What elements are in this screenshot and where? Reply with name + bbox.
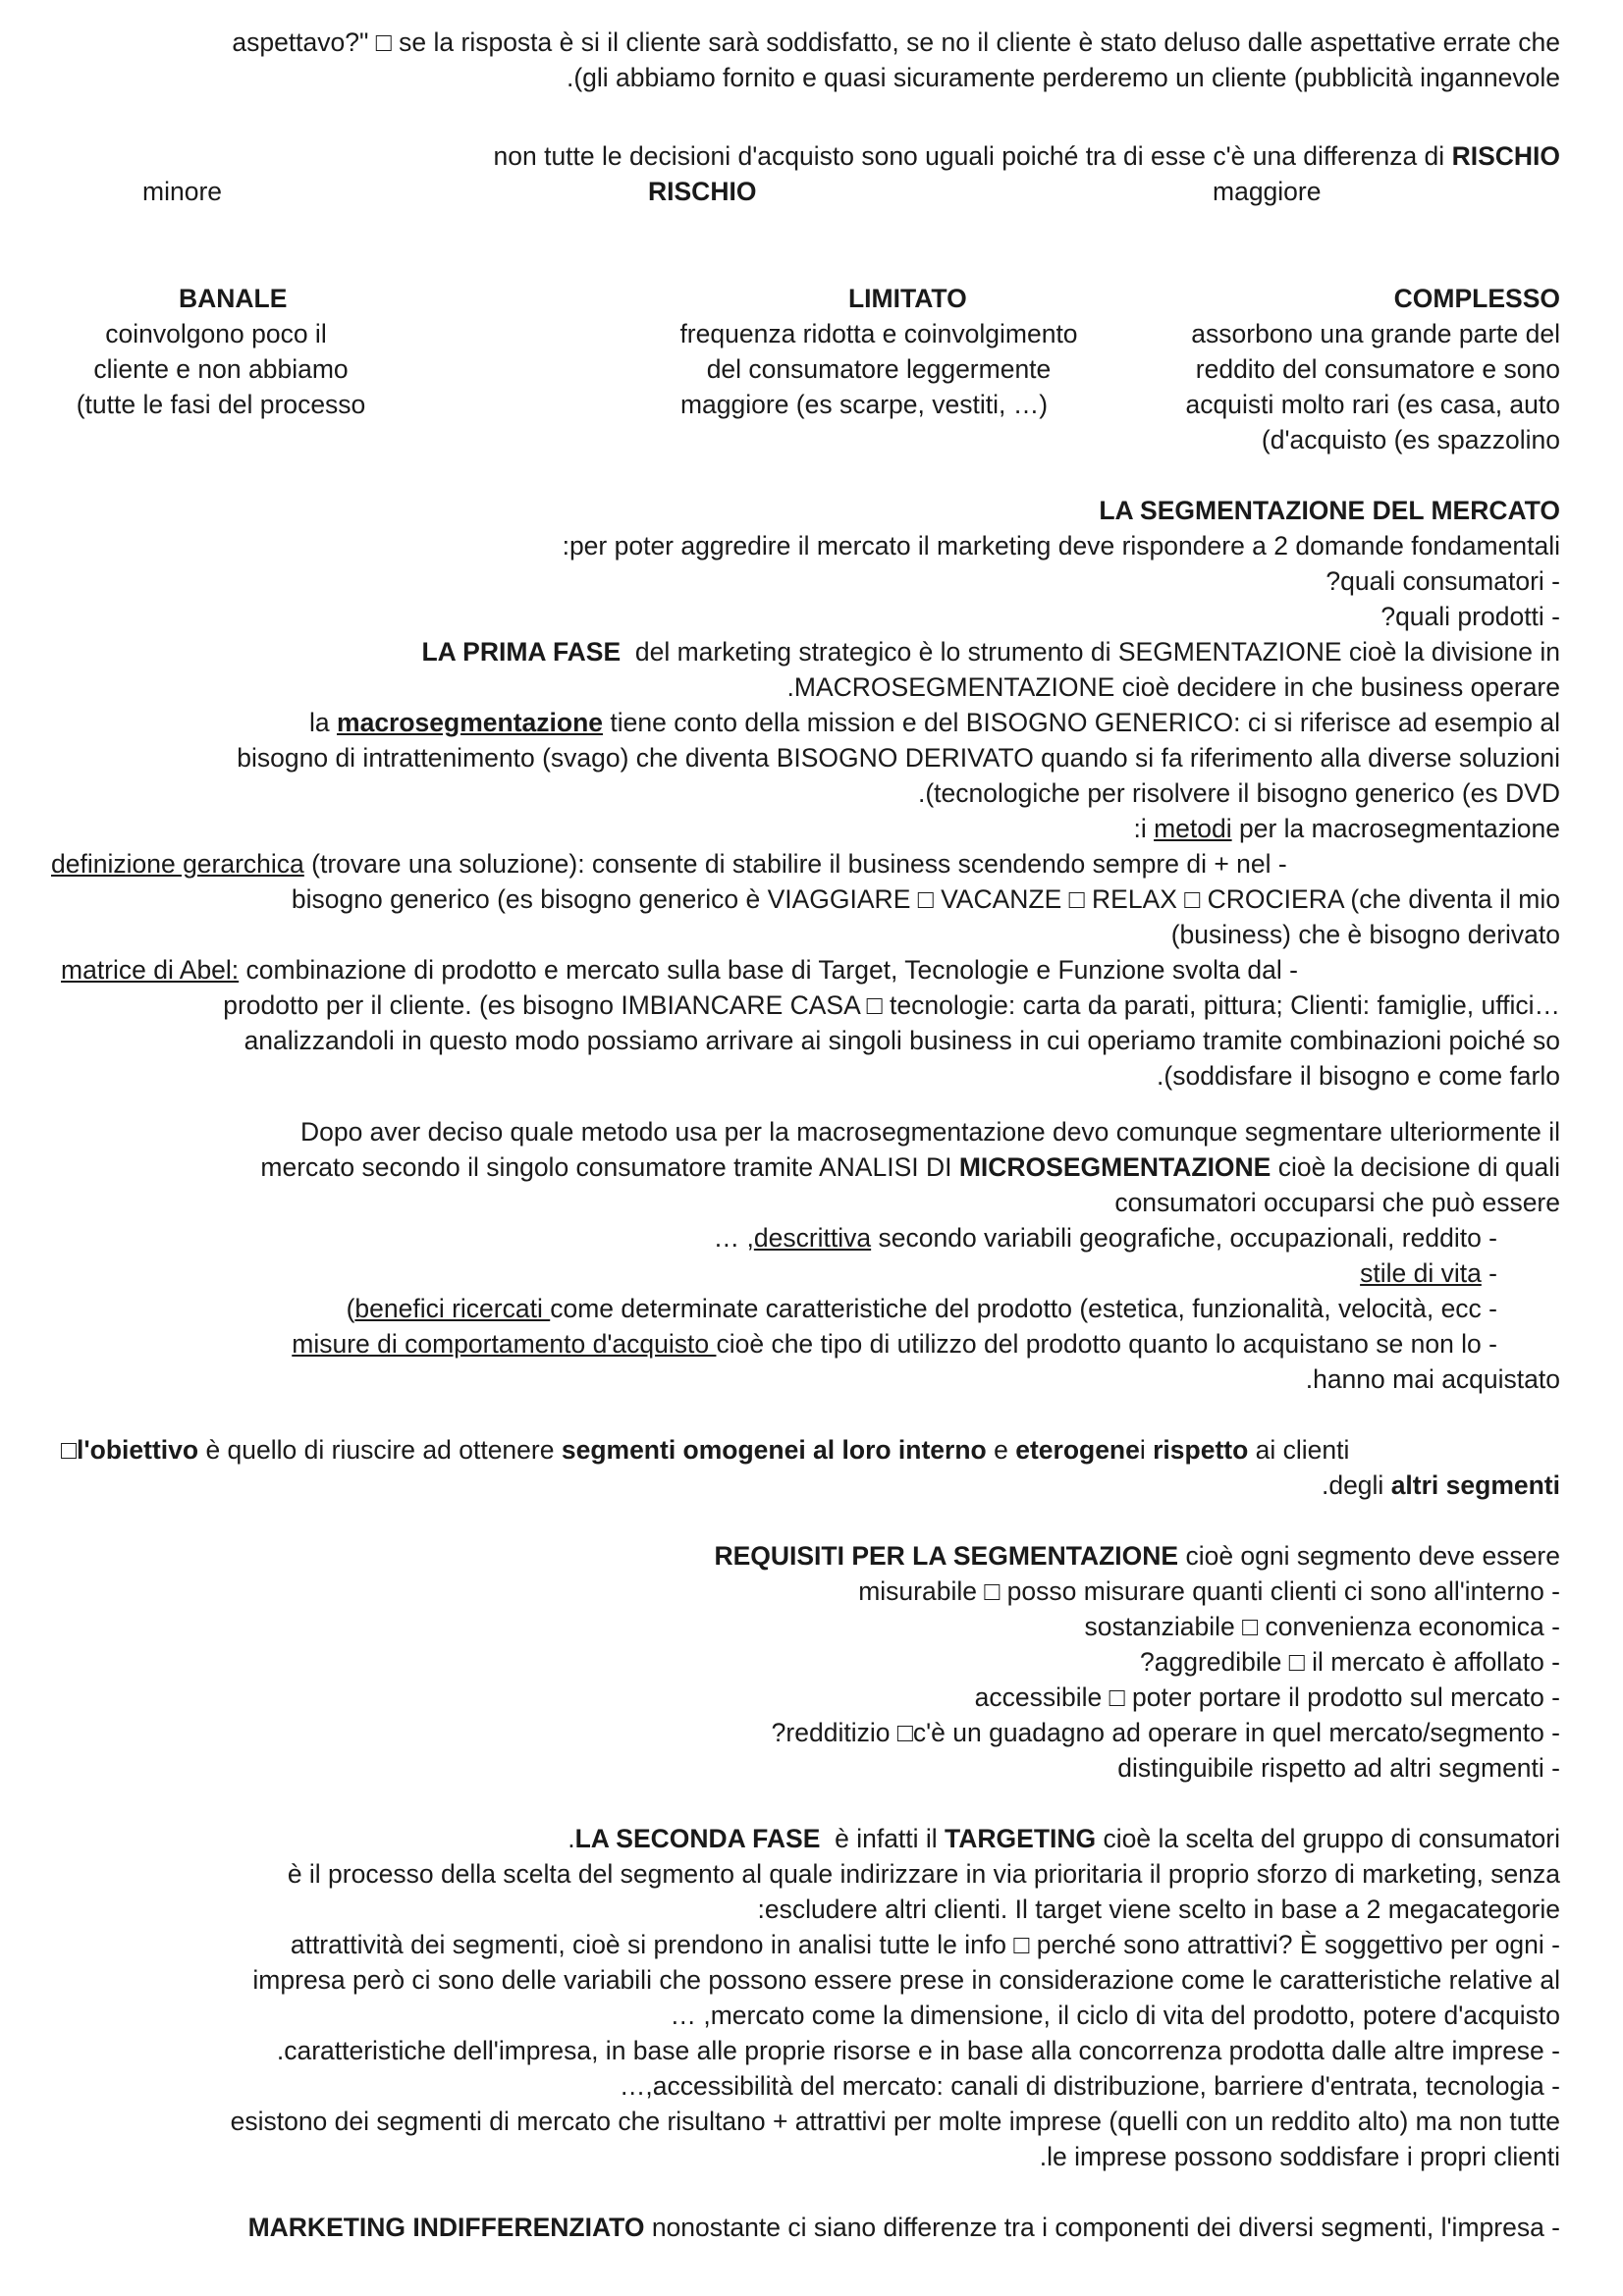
objective-line: .degli altri segmenti bbox=[1321, 1470, 1560, 1500]
segmentation-heading: LA SEGMENTAZIONE DEL MERCATO bbox=[1099, 496, 1560, 525]
requirement-item: accessibile □ poter portare il prodotto sul mercato - bbox=[974, 1682, 1560, 1712]
segmentation-line: .MACROSEGMENTAZIONE cioè decidere in che business operare bbox=[786, 672, 1560, 702]
segmentation-line: bisogno di intrattenimento (svago) che diventa BISOGNO DERIVATO quando si fa riferimento alla diverse soluzioni bbox=[237, 743, 1560, 773]
risk-intro: non tutte le decisioni d'acquisto sono uguali poiché tra di esse c'è una differenza di RISCHIO bbox=[493, 141, 1560, 171]
targeting-line: attrattività dei segmenti, cioè si prendono in analisi tutte le info □ perché sono attrattivi? È soggettivo per ogni - bbox=[290, 1930, 1560, 1959]
risk-col-line: cliente e non abbiamo bbox=[93, 354, 349, 384]
targeting-line: … ,mercato come la dimensione, il ciclo di vita del prodotto, potere d'acquisto bbox=[670, 2001, 1560, 2030]
segmentation-line: (business) che è bisogno derivato bbox=[1170, 920, 1560, 949]
segmentation-line: LA PRIMA FASE del marketing strategico è lo strumento di SEGMENTAZIONE cioè la divisione in bbox=[421, 637, 1560, 667]
targeting-line: impresa però ci sono delle variabili che possono essere prese in considerazione come le caratteristiche relative al bbox=[252, 1965, 1560, 1995]
marketing-indifferenziato-line: MARKETING INDIFFERENZIATO nonostante ci siano differenze tra i componenti dei diversi segmenti, l'impresa - bbox=[247, 2213, 1560, 2242]
risk-col-title-limitato: LIMITATO bbox=[848, 284, 967, 313]
micro-line: mercato secondo il singolo consumatore tramite ANALISI DI MICROSEGMENTAZIONE cioè la decisione di quali bbox=[260, 1152, 1560, 1182]
risk-col-line: (d'acquisto (es spazzolino bbox=[1261, 425, 1560, 454]
targeting-line: esistono dei segmenti di mercato che risultano + attrattivi per molte imprese (quelli con un reddito alto) ma non tutte bbox=[230, 2107, 1560, 2136]
targeting-line: .LA SECONDA FASE è infatti il TARGETING cioè la scelta del gruppo di consumatori bbox=[568, 1824, 1560, 1853]
risk-col-title-banale: BANALE bbox=[179, 284, 288, 313]
micro-line: consumatori occuparsi che può essere bbox=[1114, 1188, 1560, 1217]
risk-col-line: coinvolgono poco il bbox=[105, 319, 327, 348]
requirement-item: ?aggredibile □ il mercato è affollato - bbox=[1140, 1647, 1560, 1677]
risk-col-line: (tutte le fasi del processo bbox=[76, 390, 366, 419]
segmentation-line: bisogno generico (es bisogno generico è VIAGGIARE □ VACANZE □ RELAX □ CROCIERA (che diventa il mio bbox=[291, 884, 1560, 914]
requirements-heading: REQUISITI PER LA SEGMENTAZIONE cioè ogni segmento deve essere bbox=[714, 1541, 1560, 1571]
requirement-item: distinguibile rispetto ad altri segmenti - bbox=[1117, 1753, 1560, 1783]
requirement-item: sostanziabile □ convenienza economica - bbox=[1084, 1612, 1560, 1641]
intro-line-1: aspettavo?" □ se la risposta è si il cliente sarà soddisfatto, se no il cliente è stato deluso dalle aspettative errate che bbox=[232, 27, 1560, 57]
segmentation-line: :per poter aggredire il mercato il marketing deve rispondere a 2 domande fondamentali bbox=[562, 531, 1560, 561]
risk-col-line: assorbono una grande parte del bbox=[1191, 319, 1560, 348]
segmentation-line: .(tecnologiche per risolvere il bisogno generico (es DVD bbox=[918, 778, 1560, 808]
risk-col-line: del consumatore leggermente bbox=[706, 354, 1052, 384]
micro-line: .hanno mai acquistato bbox=[1305, 1364, 1560, 1394]
risk-scale-max: maggiore bbox=[1213, 177, 1322, 206]
segmentation-line: :i metodi per la macrosegmentazione bbox=[1133, 814, 1560, 843]
requirement-item: misurabile □ posso misurare quanti clienti ci sono all'interno - bbox=[858, 1576, 1560, 1606]
risk-col-line: acquisti molto rari (es casa, auto bbox=[1185, 390, 1560, 419]
segmentation-line: analizzandoli in questo modo possiamo arrivare ai singoli business in cui operiamo tramite combinazioni poiché so bbox=[243, 1026, 1560, 1055]
targeting-line: :escludere altri clienti. Il target viene scelto in base a 2 megacategorie bbox=[757, 1895, 1560, 1924]
risk-scale-mid: RISCHIO bbox=[648, 177, 757, 206]
targeting-line: .caratteristiche dell'impresa, in base alle proprie risorse e in base alla concorrenza prodotta dalle altre imprese - bbox=[276, 2036, 1560, 2065]
requirement-item: ?redditizio □c'è un guadagno ad operare in quel mercato/segmento - bbox=[771, 1718, 1560, 1747]
risk-col-line: reddito del consumatore e sono bbox=[1195, 354, 1560, 384]
risk-col-title-complesso: COMPLESSO bbox=[1393, 284, 1560, 313]
risk-scale-min: minore bbox=[142, 177, 223, 206]
segmentation-line: la macrosegmentazione tiene conto della mission e del BISOGNO GENERICO: ci si riferisce ad esempio al bbox=[309, 708, 1560, 737]
targeting-line: è il processo della scelta del segmento al quale indirizzare in via prioritaria il proprio sforzo di marketing, senza bbox=[287, 1859, 1560, 1889]
segmentation-line: ?quali consumatori - bbox=[1325, 566, 1560, 596]
micro-line: Dopo aver deciso quale metodo usa per la macrosegmentazione devo comunque segmentare ulteriormente il bbox=[299, 1117, 1560, 1147]
intro-line-2: .(gli abbiamo fornito e quasi sicuramente perderemo un cliente (pubblicità ingannevole bbox=[566, 63, 1560, 92]
risk-col-line: frequenza ridotta e coinvolgimento bbox=[679, 319, 1078, 348]
segmentation-line: prodotto per il cliente. (es bisogno IMBIANCARE CASA □ tecnologie: carta da parati, pittura; Clienti: famiglie, uffici… bbox=[223, 990, 1560, 1020]
segmentation-line: matrice di Abel: combinazione di prodotto e mercato sulla base di Target, Tecnologie e Funzione svolta dal - bbox=[61, 955, 1298, 985]
segmentation-line: ?quali prodotti - bbox=[1380, 602, 1560, 631]
micro-line: (benefici ricercati come determinate caratteristiche del prodotto (estetica, funzionalità, velocità, ecc - bbox=[346, 1294, 1497, 1323]
micro-line: … ,descrittiva secondo variabili geografiche, occupazionali, reddito - bbox=[713, 1223, 1497, 1253]
objective-line: □l'obiettivo è quello di riuscire ad ottenere segmenti omogenei al loro interno e eterogenei rispetto ai clienti bbox=[61, 1435, 1350, 1465]
segmentation-line: definizione gerarchica (trovare una soluzione): consente di stabilire il business scendendo sempre di + nel - bbox=[51, 849, 1287, 879]
micro-line: misure di comportamento d'acquisto cioè che tipo di utilizzo del prodotto quanto lo acquistano se non lo - bbox=[292, 1329, 1497, 1359]
targeting-line: …,accessibilità del mercato: canali di distribuzione, barriere d'entrata, tecnologia - bbox=[619, 2071, 1560, 2101]
segmentation-line: .(soddisfare il bisogno e come farlo bbox=[1157, 1061, 1560, 1091]
micro-line: stile di vita - bbox=[1360, 1258, 1497, 1288]
risk-col-line: maggiore (es scarpe, vestiti, …) bbox=[679, 390, 1049, 419]
targeting-line: .le imprese possono soddisfare i propri clienti bbox=[1039, 2142, 1560, 2171]
